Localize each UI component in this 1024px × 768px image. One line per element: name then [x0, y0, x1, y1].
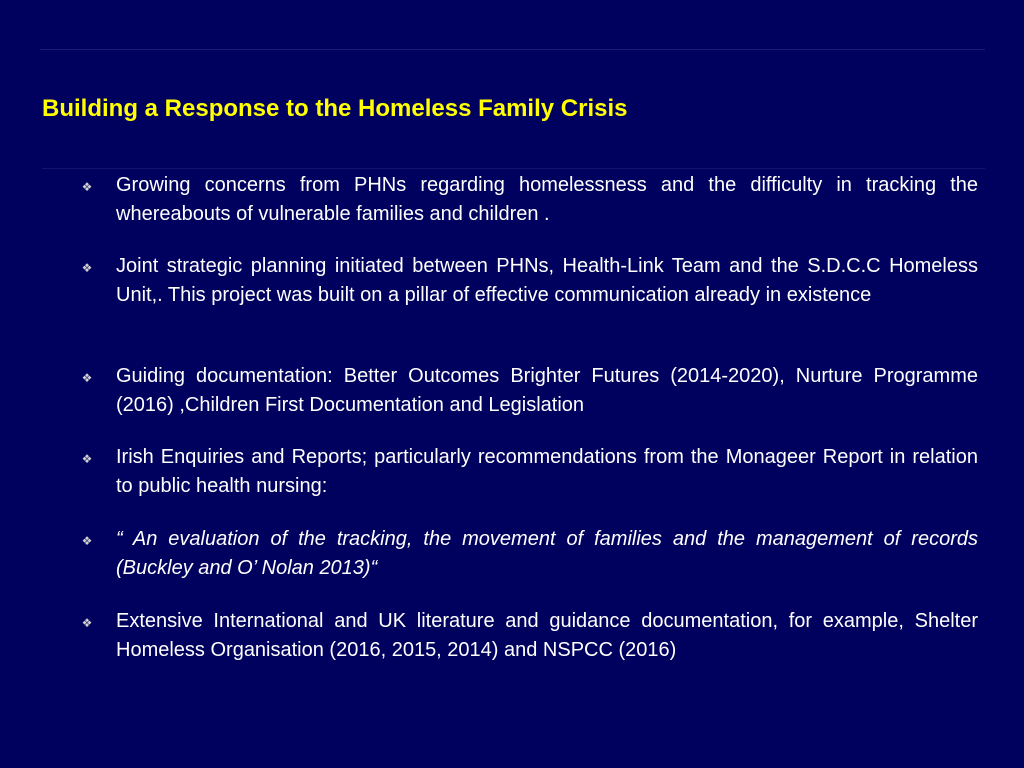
bullet-text: Irish Enquiries and Reports; particularly recommendations from the Monageer Report in relation to public health nursing: — [116, 446, 978, 497]
diamond-bullet-icon: ❖ — [81, 452, 93, 466]
bullet-text-quote: “ An evaluation of the tracking, the movement of families and the management of records (Buckley and O’ Nolan 2013)“ — [116, 528, 978, 579]
bullet-text: Growing concerns from PHNs regarding homelessness and the difficulty in tracking the whereabouts of vulnerable families and children . — [116, 174, 978, 225]
bullet-text: Extensive International and UK literature and guidance documentation, for example, Shelter Homeless Organisation (2016, 2015, 2014) and NSPCC (2016) — [116, 610, 978, 661]
bullet-text: Joint strategic planning initiated between PHNs, Health-Link Team and the S.D.C.C Homeless Unit,. This project was built on a pillar of effective communication already in existence — [116, 255, 978, 306]
diamond-bullet-icon: ❖ — [81, 534, 93, 548]
bullet-text: Guiding documentation: Better Outcomes Brighter Futures (2014-2020), Nurture Programme (2016) ,Children First Documentation and Legislation — [116, 365, 978, 416]
title-divider — [42, 168, 985, 169]
top-divider — [40, 49, 985, 50]
diamond-bullet-icon: ❖ — [81, 616, 93, 630]
diamond-bullet-icon: ❖ — [81, 371, 93, 385]
diamond-bullet-icon: ❖ — [81, 180, 93, 194]
slide-title: Building a Response to the Homeless Family Crisis — [42, 95, 628, 122]
diamond-bullet-icon: ❖ — [81, 261, 93, 275]
